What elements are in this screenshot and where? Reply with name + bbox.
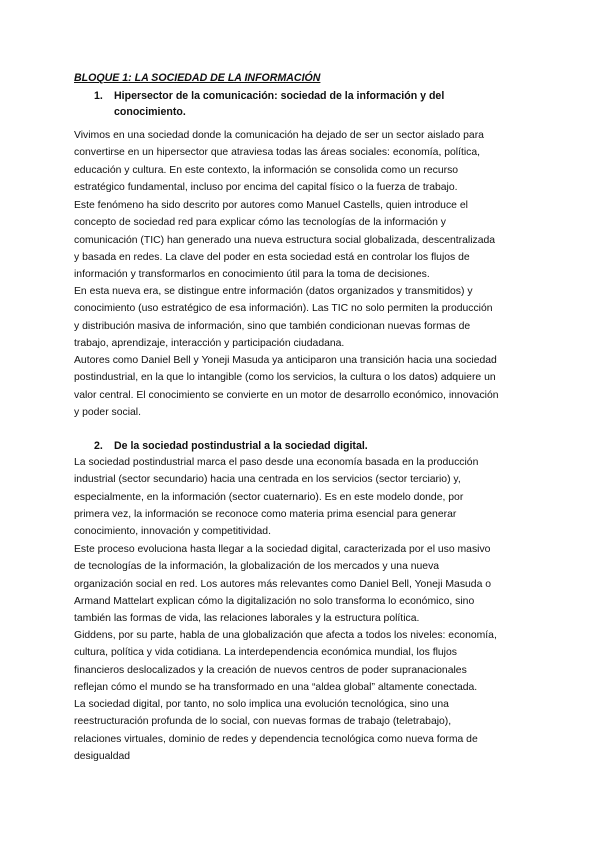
- section-2-paragraph-3: [74, 627, 534, 696]
- paragraph-line: cultura, política y vida cotidiana. La interdependencia económica mundial, los flujos: [74, 647, 457, 659]
- section-2-paragraph-2: [74, 541, 534, 627]
- paragraph-line: y basada en redes. La clave del poder en esta sociedad está en controlar los flujos de: [74, 251, 470, 263]
- paragraph-line: relaciones virtuales, dominio de redes y dependencia tecnológica como nueva forma de: [74, 733, 478, 745]
- paragraph-line: reflejan cómo el mundo se ha transformado en una “aldea global” altamente conectada.: [74, 681, 478, 693]
- paragraph-line: Vivimos en una sociedad donde la comunicación ha dejado de ser un sector aislado para: [74, 130, 484, 141]
- paragraph-line: estratégico fundamental, incluso por encima del capital físico o la fuerza de trabajo.: [74, 181, 458, 193]
- section-1-paragraph-4: [74, 352, 534, 421]
- block-title: BLOQUE 1: LA SOCIEDAD DE LA INFORMACIÓN: [74, 72, 321, 84]
- paragraph-line: de tecnologías de la información, la globalización de los mercados y una nueva: [74, 561, 440, 573]
- paragraph-line: también las formas de vida, las relaciones laborales y la estructura política.: [74, 613, 420, 625]
- paragraph-line: primera vez, la información se reconoce como materia prima esencial para generar: [74, 508, 457, 520]
- section-1-heading-line-2: conocimiento.: [114, 106, 186, 118]
- paragraph-line: concepto de sociedad red para explicar cómo las tecnologías de la información y: [74, 217, 446, 229]
- section-2-heading: [94, 438, 534, 454]
- paragraph-line: y distribución masiva de información, sino que también condicionan nuevas formas de: [74, 320, 471, 332]
- paragraph-line: Giddens, por su parte, habla de una globalización que afecta a todos los niveles: economía,: [74, 630, 497, 641]
- paragraph-line: valor central. El conocimiento se convierte en un motor de desarrollo económico, innovación: [74, 389, 499, 401]
- section-1-heading: [94, 88, 534, 120]
- section-1-number: 1.: [94, 90, 103, 102]
- paragraph-line: La sociedad digital, por tanto, no solo implica una evolución tecnológica, sino una: [74, 699, 449, 710]
- section-2-paragraph-1: [74, 454, 534, 540]
- section-1-paragraph-2: [74, 197, 534, 283]
- paragraph-line: organización social en red. Los autores más relevantes como Daniel Bell, Yoneji Masuda o: [74, 578, 492, 590]
- paragraph-line: financieros deslocalizados y la creación de nuevos centros de poder supranacionales: [74, 664, 467, 676]
- paragraph-line: Este proceso evoluciona hasta llegar a la sociedad digital, caracterizada por el uso masivo: [74, 544, 491, 555]
- section-1-heading-line-1: Hipersector de la comunicación: sociedad de la información y del: [114, 90, 445, 102]
- paragraph-line: información y transformarlos en conocimiento útil para la toma de decisiones.: [74, 269, 430, 281]
- paragraph-line: convertirse en un hipersector que atraviesa todas las áreas sociales: economía, política,: [74, 147, 481, 159]
- section-1-paragraph-1: [74, 127, 534, 196]
- section-2-number: 2.: [94, 440, 103, 452]
- paragraph-line: trabajo, aprendizaje, interacción y participación ciudadana.: [74, 337, 345, 349]
- paragraph-line: especialmente, en la información (sector cuaternario). Es en este modelo donde, por: [74, 491, 464, 503]
- paragraph-line: comunicación (TIC) han generado una nueva estructura social globalizada, descentralizada: [74, 234, 496, 246]
- paragraph-line: La sociedad postindustrial marca el paso desde una economía basada en la producción: [74, 457, 479, 468]
- paragraph-line: conocimiento, innovación y competitividad.: [74, 526, 271, 538]
- paragraph-line: educación y cultura. En este contexto, la información se consolida como un recurso: [74, 164, 459, 176]
- section-2-heading-line-1: De la sociedad postindustrial a la sociedad digital.: [114, 440, 368, 452]
- paragraph-line: Autores como Daniel Bell y Yoneji Masuda ya anticiparon una transición hacia una sociedad: [74, 355, 497, 366]
- paragraph-line: y poder social.: [74, 406, 141, 418]
- section-2-paragraph-4: [74, 696, 534, 765]
- paragraph-line: industrial (sector secundario) hacia una centrada en los servicios (sector terciario) y,: [74, 474, 461, 486]
- section-1-paragraph-3: [74, 283, 534, 352]
- paragraph-line: desigualdad: [74, 750, 131, 762]
- paragraph-line: En esta nueva era, se distingue entre información (datos organizados y transmitidos) y: [74, 286, 473, 297]
- paragraph-line: Armand Mattelart explican cómo la digitalización no solo transforma lo económico, sino: [74, 595, 475, 607]
- paragraph-line: reestructuración profunda de lo social, con nuevas formas de trabajo (teletrabajo),: [74, 716, 452, 728]
- paragraph-line: postindustrial, en la que lo intangible (como los servicios, la cultura o los datos) adquiere un: [74, 372, 496, 384]
- paragraph-line: Este fenómeno ha sido descrito por autores como Manuel Castells, quien introduce el: [74, 200, 468, 211]
- paragraph-line: conocimiento (uso estratégico de esa información). Las TIC no solo permiten la producción: [74, 303, 493, 315]
